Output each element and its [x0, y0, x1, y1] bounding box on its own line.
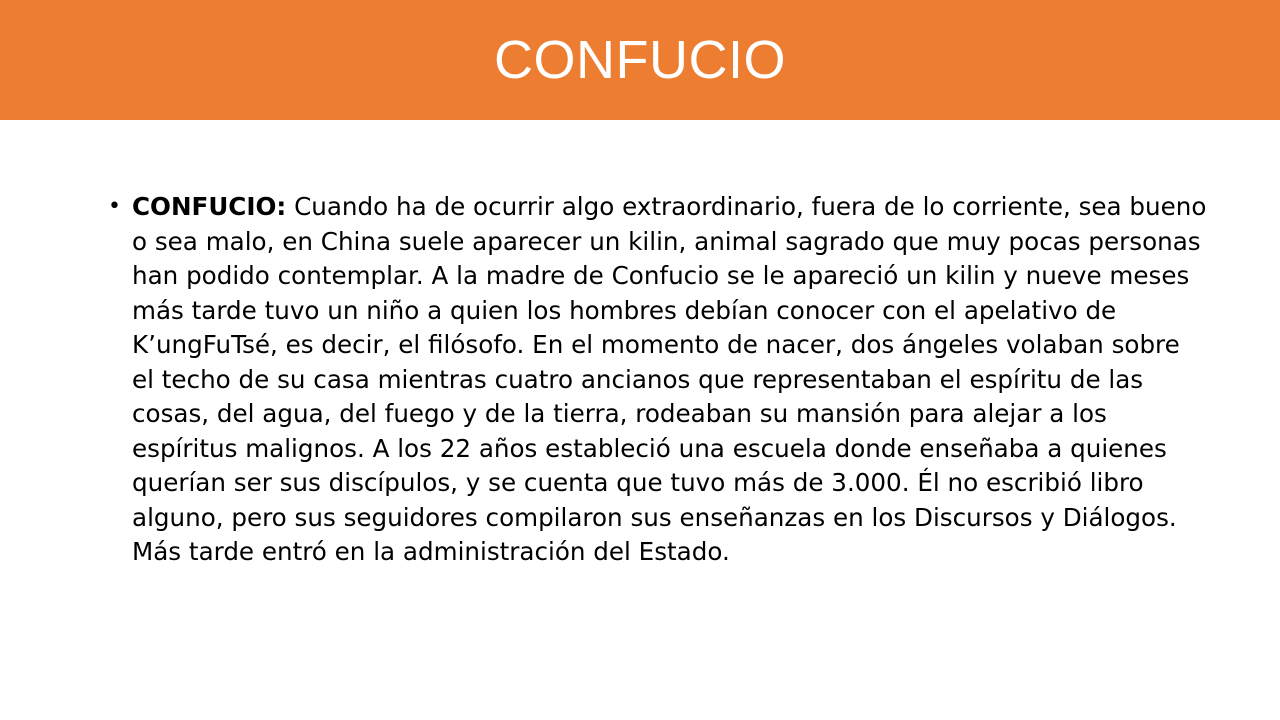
bullet-text: [132, 190, 1208, 570]
slide-title: CONFUCIO: [494, 30, 786, 90]
bullet-glyph: •: [108, 194, 121, 219]
bullet-lead: CONFUCIO:: [132, 192, 287, 221]
bullet-body-text: Cuando ha de ocurrir algo extraordinario, fuera de lo corriente, sea bueno o sea malo, en China suele aparecer un kilin, animal sagrado que muy pocas personas han podido contemplar. A la madre de Confucio se le apareció un kilin y nueve meses más tarde tuvo un niño a quien los hombres debían conocer con el apelativo de K’ungFuTsé, es decir, el filósofo. En el momento de nacer, dos ángeles volaban sobre el techo de su casa mientras cuatro ancianos que representaban el espíritu de las cosas, del agua, del fuego y de la tierra, rodeaban su mansión para alejar a los espíritus malignos. A los 22 años estableció una escuela donde enseñaba a quienes querían ser sus discípulos, y se cuenta que tuvo más de 3.000. Él no escribió libro alguno, pero sus seguidores compilaron sus enseñanzas en los Discursos y Diálogos. Más tarde entró en la administración del Estado.: [132, 192, 1207, 566]
slide-content: [108, 190, 1208, 570]
bullet-item: [108, 190, 1208, 570]
title-bar: [0, 0, 1280, 120]
